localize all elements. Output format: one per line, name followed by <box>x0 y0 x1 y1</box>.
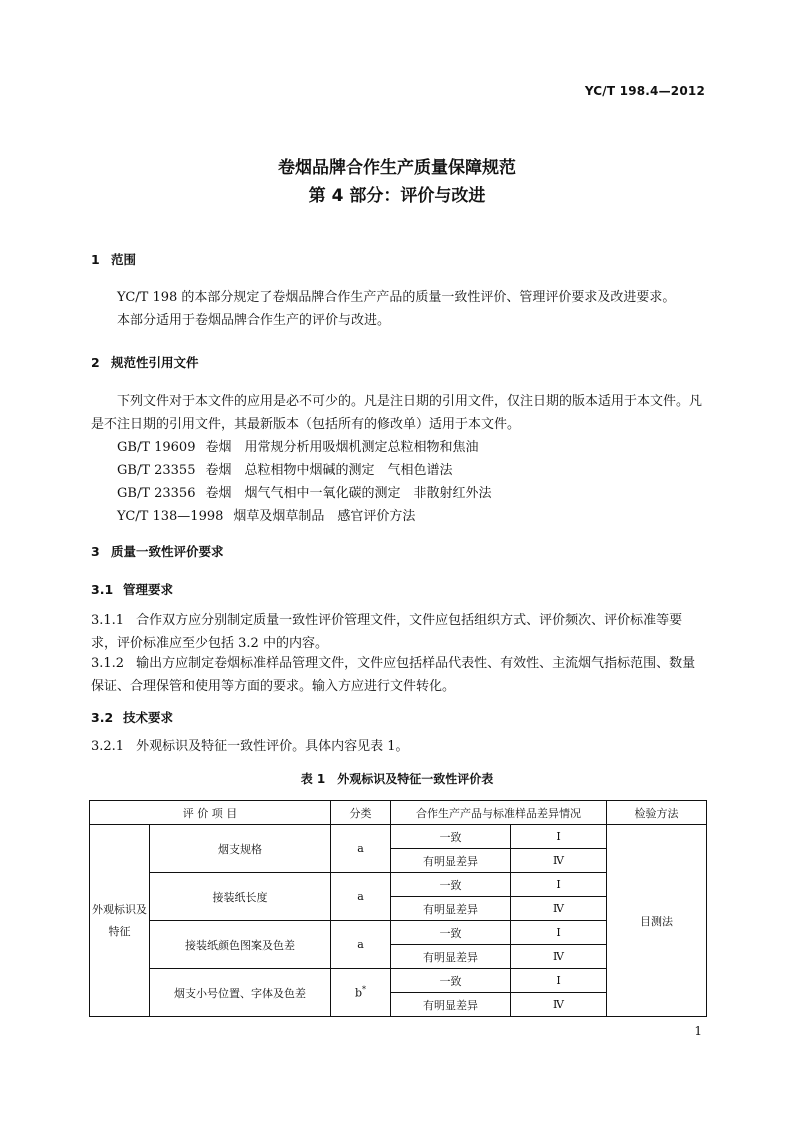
footnote-mark: * <box>362 985 367 995</box>
evaluation-table <box>89 800 707 1017</box>
paragraph: YC/T 198 的本部分规定了卷烟品牌合作生产产品的质量一致性评价、管理评价要求及改进要求。 <box>117 290 676 305</box>
clause-3-1-2 <box>91 652 705 698</box>
section-3-heading <box>91 542 224 560</box>
reference-item <box>117 436 479 455</box>
section-title: 技术要求 <box>123 710 174 725</box>
header-item: 评 价 项 目 <box>90 801 331 825</box>
class-value: b <box>354 986 363 1000</box>
diff-cell: 有明显差异 <box>391 945 511 969</box>
paragraph: 本部分适用于卷烟品牌合作生产的评价与改进。 <box>117 313 391 328</box>
item-cell: 接装纸长度 <box>150 873 331 921</box>
grade-cell: Ⅰ <box>511 921 607 945</box>
header-diff: 合作生产产品与标准样品差异情况 <box>391 801 607 825</box>
diff-cell: 一致 <box>391 921 511 945</box>
reference-item <box>117 482 492 501</box>
grade-cell: Ⅳ <box>511 993 607 1017</box>
reference-item <box>117 459 453 478</box>
grade-cell: Ⅳ <box>511 897 607 921</box>
section-3-1-heading <box>91 580 173 598</box>
page-number: 1 <box>694 1024 702 1038</box>
diff-cell: 一致 <box>391 825 511 849</box>
clause-number: 3.2.1 <box>91 739 125 754</box>
clause-text: 合作双方应分别制定质量一致性评价管理文件，文件应包括组织方式、评价频次、评价标准等要求，评价标准应至少包括 3.2 中的内容。 <box>91 613 683 651</box>
grade-cell: Ⅰ <box>511 873 607 897</box>
header-class: 分类 <box>331 801 391 825</box>
section-number: 1 <box>91 252 100 267</box>
ref-code: GB/T 23355 <box>117 463 196 478</box>
ref-code: GB/T 23356 <box>117 486 196 501</box>
class-cell: a <box>331 825 391 873</box>
table-header-row <box>90 801 707 825</box>
class-cell: a <box>331 873 391 921</box>
section-number: 2 <box>91 355 100 370</box>
diff-cell: 一致 <box>391 873 511 897</box>
item-cell: 接装纸颜色图案及色差 <box>150 921 331 969</box>
class-cell <box>331 969 391 1017</box>
section-number: 3.1 <box>91 582 114 597</box>
section-number: 3.2 <box>91 710 114 725</box>
ref-title: 卷烟 总粒相物中烟碱的测定 气相色谱法 <box>205 463 453 478</box>
section-title: 规范性引用文件 <box>111 355 199 370</box>
clause-3-1-1 <box>91 609 705 655</box>
section-3-2-heading <box>91 708 173 726</box>
section-2-heading <box>91 353 199 371</box>
clause-number: 3.1.2 <box>91 656 125 671</box>
method-cell: 目测法 <box>607 825 707 1017</box>
diff-cell: 有明显差异 <box>391 849 511 873</box>
reference-item <box>117 505 415 524</box>
ref-title: 卷烟 用常规分析用吸烟机测定总粒相物和焦油 <box>205 440 479 455</box>
clause-3-2-1 <box>91 735 705 758</box>
paragraph: 下列文件对于本文件的应用是必不可少的。凡是注日期的引用文件，仅注日期的版本适用于本文件。凡是不注日期的引用文件，其最新版本（包括所有的修改单）适用于本文件。 <box>91 394 703 432</box>
header-method: 检验方法 <box>607 801 707 825</box>
diff-cell: 一致 <box>391 969 511 993</box>
clause-text: 输出方应制定卷烟标准样品管理文件，文件应包括样品代表性、有效性、主流烟气指标范围、数量保证、合理保管和使用等方面的要求。输入方应进行文件转化。 <box>91 656 696 694</box>
title-line-1: 卷烟品牌合作生产质量保障规范 <box>278 158 516 178</box>
item-cell: 烟支小号位置、字体及色差 <box>150 969 331 1017</box>
grade-cell: Ⅰ <box>511 825 607 849</box>
title-line-2: 第 4 部分：评价与改进 <box>308 186 486 206</box>
document-code: YC/T 198.4—2012 <box>584 84 705 98</box>
ref-code: GB/T 19609 <box>117 440 196 455</box>
grade-cell: Ⅳ <box>511 849 607 873</box>
ref-code: YC/T 138—1998 <box>117 509 224 524</box>
section-title: 范围 <box>111 252 137 267</box>
section-title: 管理要求 <box>123 582 174 597</box>
group-cell: 外观标识及特征 <box>90 825 150 1017</box>
diff-cell: 有明显差异 <box>391 993 511 1017</box>
ref-title: 烟草及烟草制品 感官评价方法 <box>233 509 416 524</box>
ref-title: 卷烟 烟气气相中一氧化碳的测定 非散射红外法 <box>205 486 492 501</box>
clause-number: 3.1.1 <box>91 613 125 628</box>
class-cell: a <box>331 921 391 969</box>
table-caption: 表 1 外观标识及特征一致性评价表 <box>300 772 494 786</box>
section-number: 3 <box>91 544 100 559</box>
clause-text: 外观标识及特征一致性评价。具体内容见表 1。 <box>136 739 409 754</box>
grade-cell: Ⅰ <box>511 969 607 993</box>
table-row <box>90 825 707 849</box>
item-cell: 烟支规格 <box>150 825 331 873</box>
diff-cell: 有明显差异 <box>391 897 511 921</box>
section-1-heading <box>91 250 136 268</box>
section-title: 质量一致性评价要求 <box>111 544 224 559</box>
grade-cell: Ⅳ <box>511 945 607 969</box>
